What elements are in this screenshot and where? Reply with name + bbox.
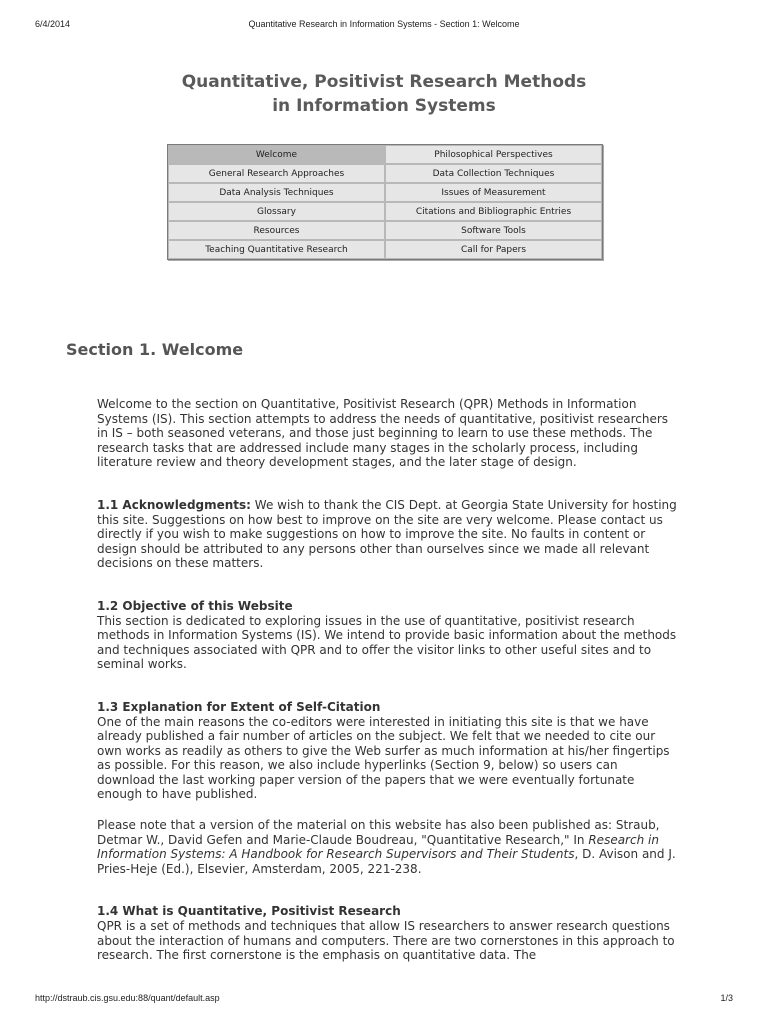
nav-row xyxy=(168,221,602,240)
nav-row xyxy=(168,240,602,259)
print-url: http://dstraub.cis.gsu.edu:88/quant/default.asp xyxy=(35,993,220,1003)
publication-note-text-1: Please note that a version of the material on this website has also been published as: Straub, Detmar W., David Gefen and Marie-Claude Boudreau, "Quantitative Research," In xyxy=(97,818,660,847)
what-is-qpr-paragraph: QPR is a set of methods and techniques that allow IS researchers to answer research questions about the interaction of humans and computers. There are two cornerstones in this approach to research. The first cornerstone is the emphasis on quantitative data. The xyxy=(97,919,675,963)
section-title: Section 1. Welcome xyxy=(66,340,244,359)
nav-item-data-analysis-techniques[interactable]: Data Analysis Techniques xyxy=(168,183,385,202)
site-title-line1: Quantitative, Positivist Research Methods xyxy=(181,72,587,92)
what-is-qpr-heading: 1.4 What is Quantitative, Positivist Research xyxy=(97,904,401,919)
objective-heading: 1.2 Objective of this Website xyxy=(97,598,293,613)
nav-item-software-tools[interactable]: Software Tools xyxy=(385,221,602,240)
site-title-line2: in Information Systems xyxy=(272,96,496,116)
nav-row xyxy=(168,145,602,164)
intro-paragraph: Welcome to the section on Quantitative, Positivist Research (QPR) Methods in Information Systems (IS). This section attempts to address the needs of quantitative, positivist researchers in IS – both seasoned veterans, and those just beginning to learn to use these methods. The research tasks that are addressed include many stages in the scholarly process, including literature review and theory development stages, and the later stage of design. xyxy=(97,397,669,470)
publication-note-paragraph xyxy=(97,818,677,876)
print-date: 6/4/2014 xyxy=(35,19,71,29)
acknowledgments-heading: 1.1 Acknowledgments: xyxy=(97,497,251,512)
nav-item-data-collection-techniques[interactable]: Data Collection Techniques xyxy=(385,164,602,183)
nav-item-welcome[interactable]: Welcome xyxy=(168,145,385,164)
nav-item-philosophical-perspectives[interactable]: Philosophical Perspectives xyxy=(385,145,602,164)
print-page-number: 1/3 xyxy=(720,993,733,1003)
print-page-title: Quantitative Research in Information Systems - Section 1: Welcome xyxy=(248,19,520,29)
nav-item-issues-of-measurement[interactable]: Issues of Measurement xyxy=(385,183,602,202)
nav-item-teaching-quantitative-research[interactable]: Teaching Quantitative Research xyxy=(168,240,385,259)
nav-item-call-for-papers[interactable]: Call for Papers xyxy=(385,240,602,259)
publication-note-text-2: , D. Avison and J. Pries-Heje (Ed.), Elsevier, Amsterdam, 2005, 221-238. xyxy=(97,847,676,876)
nav-row xyxy=(168,183,602,202)
nav-item-resources[interactable]: Resources xyxy=(168,221,385,240)
publication-book-title: Research in Information Systems: A Handbook for Research Supervisors and Their Students xyxy=(97,832,659,862)
nav-item-general-research-approaches[interactable]: General Research Approaches xyxy=(168,164,385,183)
section-content xyxy=(97,397,677,963)
nav-row xyxy=(168,164,602,183)
main-nav-table xyxy=(167,144,603,260)
objective-paragraph: This section is dedicated to exploring issues in the use of quantitative, positivist research methods in Information Systems (IS). We intend to provide basic information about the methods and techniques associated with QPR and to offer the visitor links to other useful sites and to seminal works. xyxy=(97,613,677,672)
self-citation-heading: 1.3 Explanation for Extent of Self-Citation xyxy=(97,699,381,714)
acknowledgments-paragraph xyxy=(97,498,677,571)
nav-item-glossary[interactable]: Glossary xyxy=(168,202,385,221)
nav-item-citations[interactable]: Citations and Bibliographic Entries xyxy=(385,202,602,221)
nav-row xyxy=(168,202,602,221)
self-citation-paragraph: One of the main reasons the co-editors were interested in initiating this site is that we have already published a fair number of articles on the subject. We felt that we needed to cite our own works as readily as others to give the Web surfer as much information at his/her fingertips as possible. For this reason, we also include hyperlinks (Section 9, below) so users can download the last working paper version of the papers that we were eventually fortunate enough to have published. xyxy=(97,714,670,802)
site-title xyxy=(0,70,768,118)
acknowledgments-text: We wish to thank the CIS Dept. at Georgia State University for hosting this site. Suggestions on how best to improve on the site are very welcome. Please contact us directly if you wish to make suggestions on how to improve the site. No faults in content or design should be attributed to any persons other than ourselves since we made all relevant decisions on these matters. xyxy=(97,497,677,571)
